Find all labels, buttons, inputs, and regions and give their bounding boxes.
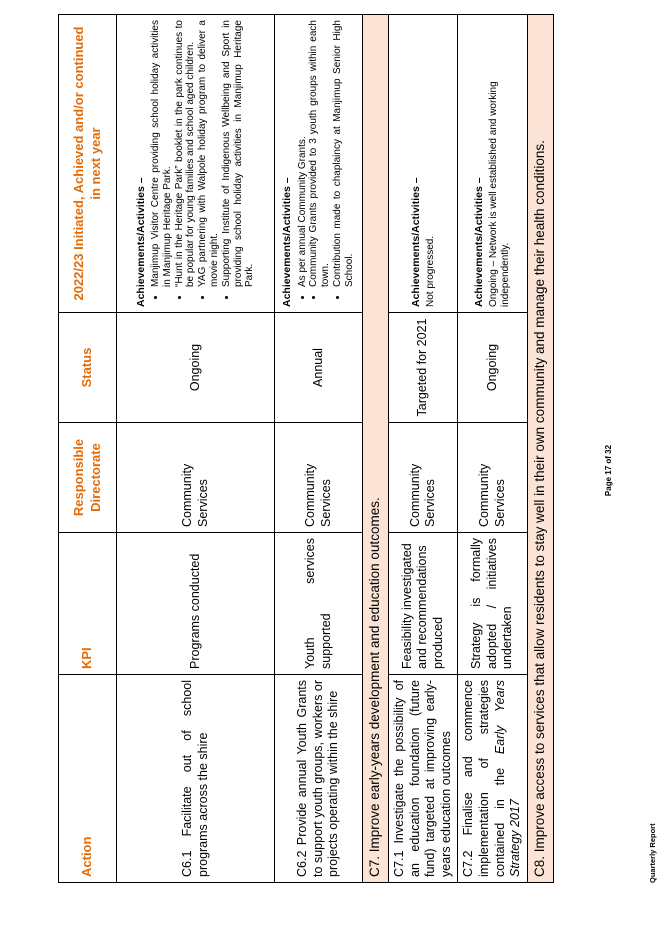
list-item: • Supporting Institute of Indigenous Wellbeing and Sport in providing school holiday activities in Manjimup Heritage Park. — [221, 20, 256, 287]
list-item: • Community Grants provided to 3 youth groups within each town. — [308, 20, 332, 287]
table-row — [275, 15, 363, 883]
header-directorate: Responsible Directorate — [59, 423, 117, 533]
directorate-cell: Community Services — [275, 423, 363, 533]
action-cell — [458, 675, 528, 883]
directorate-cell: Community Services — [458, 423, 528, 533]
kpi-cell: Feasibility investigated and recommendations produced — [388, 533, 458, 675]
list-item: • Contribution made to chaplaincy at Manjimup Senior High School. — [332, 20, 356, 287]
achievements-heading: Achievements/Activities – — [409, 177, 422, 307]
list-item: • “Hunt in the Heritage Park” booklet in the park continues to be popular for young families and school aged children. — [174, 20, 198, 287]
notes-text: Ongoing – Network is well established and working independently. — [488, 81, 512, 307]
kpi-cell: Strategy is formally adopted / initiatives undertaken — [458, 533, 528, 675]
header-kpi: KPI — [59, 533, 117, 675]
kpi-cell: Programs conducted — [117, 533, 275, 675]
action-text: C7.2 Finalise and commence implementation of strategies contained in the — [461, 680, 507, 877]
achievements-heading: Achievements/Activities – — [134, 177, 147, 307]
section-row-c7 — [363, 15, 389, 883]
kpi-cell: Youth services supported — [275, 533, 363, 675]
status-cell: Annual — [275, 313, 363, 423]
action-cell: C6.1 Facilitate out of school programs across the shire — [117, 675, 275, 883]
section-heading: C7. Improve early-years development and education outcomes. — [363, 15, 389, 883]
achievements-heading: Achievements/Activities – — [473, 177, 486, 307]
list-item: • As per annual Community Grants. — [297, 20, 309, 287]
section-heading: C8. Improve access to services that allow residents to stay well in their own community and manage their health conditions. — [527, 15, 553, 883]
section-row-c8 — [527, 15, 553, 883]
list-item: • Manjimup Visitor Centre providing school holiday activities in Manjimup Heritage Park. — [150, 20, 174, 287]
notes-text: Not progressed. — [424, 235, 436, 307]
status-cell: Ongoing — [117, 313, 275, 423]
status-cell: Targeted for 2021 — [388, 313, 458, 423]
achievements-list — [297, 20, 356, 307]
achievements-list — [150, 20, 256, 307]
table-row — [388, 15, 458, 883]
table-row — [117, 15, 275, 883]
strategy-table — [58, 14, 554, 883]
status-cell: Ongoing — [458, 313, 528, 423]
header-notes: 2022/23 Initiated, Achieved and/or continued in next year — [59, 15, 117, 313]
notes-cell — [117, 15, 275, 313]
list-item: • YAG partnering with Walpole holiday program to deliver a movie night. — [197, 20, 221, 287]
notes-cell — [388, 15, 458, 313]
action-cell: C6.2 Provide annual Youth Grants to support youth groups, workers or projects operating within the shire — [275, 675, 363, 883]
notes-cell — [458, 15, 528, 313]
action-cell: C7.1 Investigate the possibility of an education foundation (future fund) targeted at improving early-years education outcomes — [388, 675, 458, 883]
notes-cell — [275, 15, 363, 313]
report-footer: Quarterly Report — [648, 823, 657, 883]
strategy-title: Early Years Strategy 2017 — [492, 680, 523, 877]
table-row — [458, 15, 528, 883]
header-action: Action — [59, 675, 117, 883]
table-header-row — [59, 15, 117, 883]
page-number: Page 17 of 32 — [604, 444, 613, 497]
directorate-cell: Community Services — [117, 423, 275, 533]
achievements-heading: Achievements/Activities – — [281, 177, 294, 307]
header-status: Status — [59, 313, 117, 423]
directorate-cell: Community Services — [388, 423, 458, 533]
